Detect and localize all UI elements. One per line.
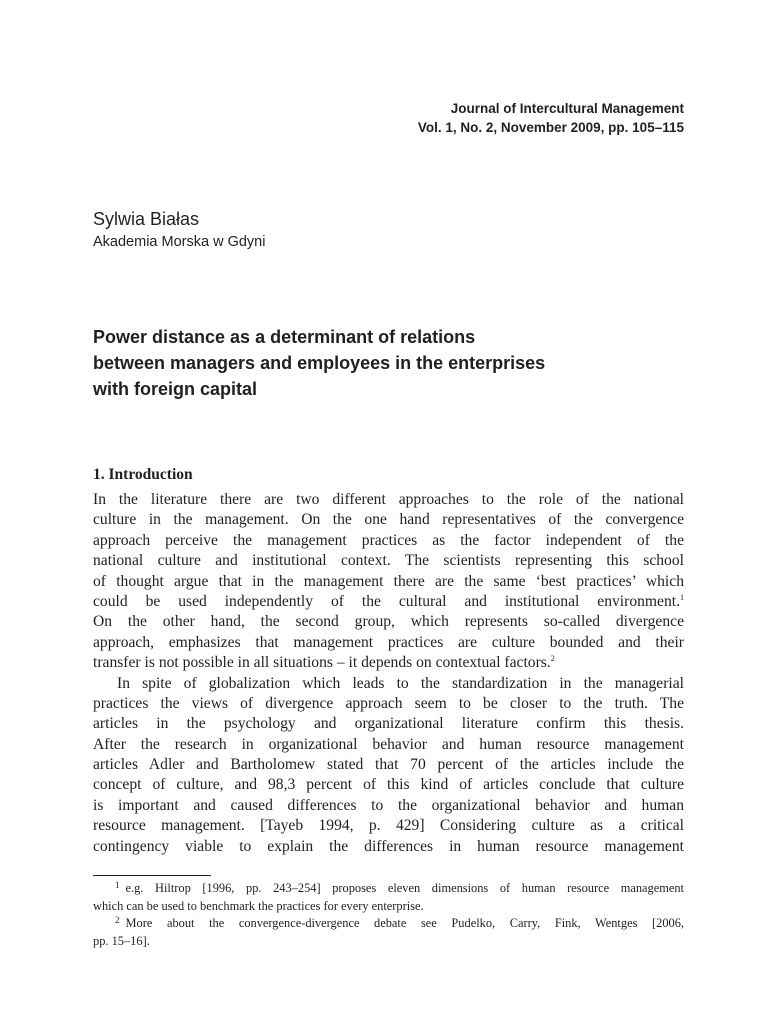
text-line: approach perceive the management practices as the factor independent of the [93,531,684,549]
article-title [93,324,693,402]
text-line: is important and caused differences to the organizational behavior and human [93,796,684,814]
title-line: with foreign capital [93,379,258,399]
journal-name: Journal of Intercultural Management [450,101,684,116]
text-line: In the literature there are two different approaches to the role of the national [93,491,684,508]
text-line: culture in the management. On the one hand representatives of the convergence [93,511,684,529]
footnote-separator [93,875,211,876]
author-name: Sylwia Białas [93,209,200,229]
text-line-with-footnote [93,592,684,612]
footnote-line: which can be used to benchmark the practices for every enterprise. [93,898,424,913]
footnote-text: e.g. Hiltrop [1996, pp. 243–254] proposes eleven dimensions of human resource management [125,881,684,895]
paragraph-1 [93,490,684,674]
title-line: Power distance as a determinant of relations [93,327,476,347]
footnote-mark: 2 [115,915,120,925]
footnote-ref-1[interactable]: 1 [680,592,684,602]
text-line-with-footnote [93,653,684,673]
text-line: articles in the psychology and organizational literature confirm this thesis. [93,715,684,733]
footnote-2 [93,915,684,950]
author-affiliation: Akademia Morska w Gdyni [93,234,266,250]
paragraph-2 [93,674,684,858]
text-segment: could be used independently of the cultural and institutional environment. [93,592,680,610]
text-line: resource management. [Tayeb 1994, p. 429] Considering culture as a critical [93,817,684,835]
footnotes [93,880,684,950]
journal-volume-info: Vol. 1, No. 2, November 2009, pp. 105–115 [417,120,684,135]
text-segment: transfer is not possible in all situations – it depends on contextual factors. [93,654,551,672]
footnote-line [93,880,684,898]
footnote-text: More about the convergence-divergence debate see Pudelko, Carry, Fink, Wentges [2006, [125,916,684,930]
section-heading: 1. Introduction [93,466,193,483]
footnote-1 [93,880,684,915]
footnote-line [93,915,684,933]
text-line: concept of culture, and 98,3 percent of this kind of articles conclude that culture [93,776,684,794]
footnote-line: pp. 15–16]. [93,933,150,948]
text-line: national culture and institutional context. The scientists representing this school [93,552,684,570]
text-line: approach, emphasizes that management practices are culture bounded and their [93,633,684,651]
journal-header [418,99,684,137]
text-line: In spite of globalization which leads to the standardization in the managerial [117,674,684,692]
footnote-ref-2[interactable]: 2 [550,654,555,664]
text-line: practices the views of divergence approach seem to be closer to the truth. The [93,694,684,712]
text-line: of thought argue that in the management there are the same ‘best practices’ which [93,572,684,590]
text-line: On the other hand, the second group, which represents so-called divergence [93,613,684,631]
title-line: between managers and employees in the enterprises [93,353,546,373]
author-block [93,206,265,252]
footnote-mark: 1 [115,880,120,890]
text-line: contingency viable to explain the differences in human resource management [93,837,684,855]
text-line: After the research in organizational behavior and human resource management [93,735,684,753]
body-text [93,490,684,857]
text-line: articles Adler and Bartholomew stated that 70 percent of the articles include the [93,756,684,774]
